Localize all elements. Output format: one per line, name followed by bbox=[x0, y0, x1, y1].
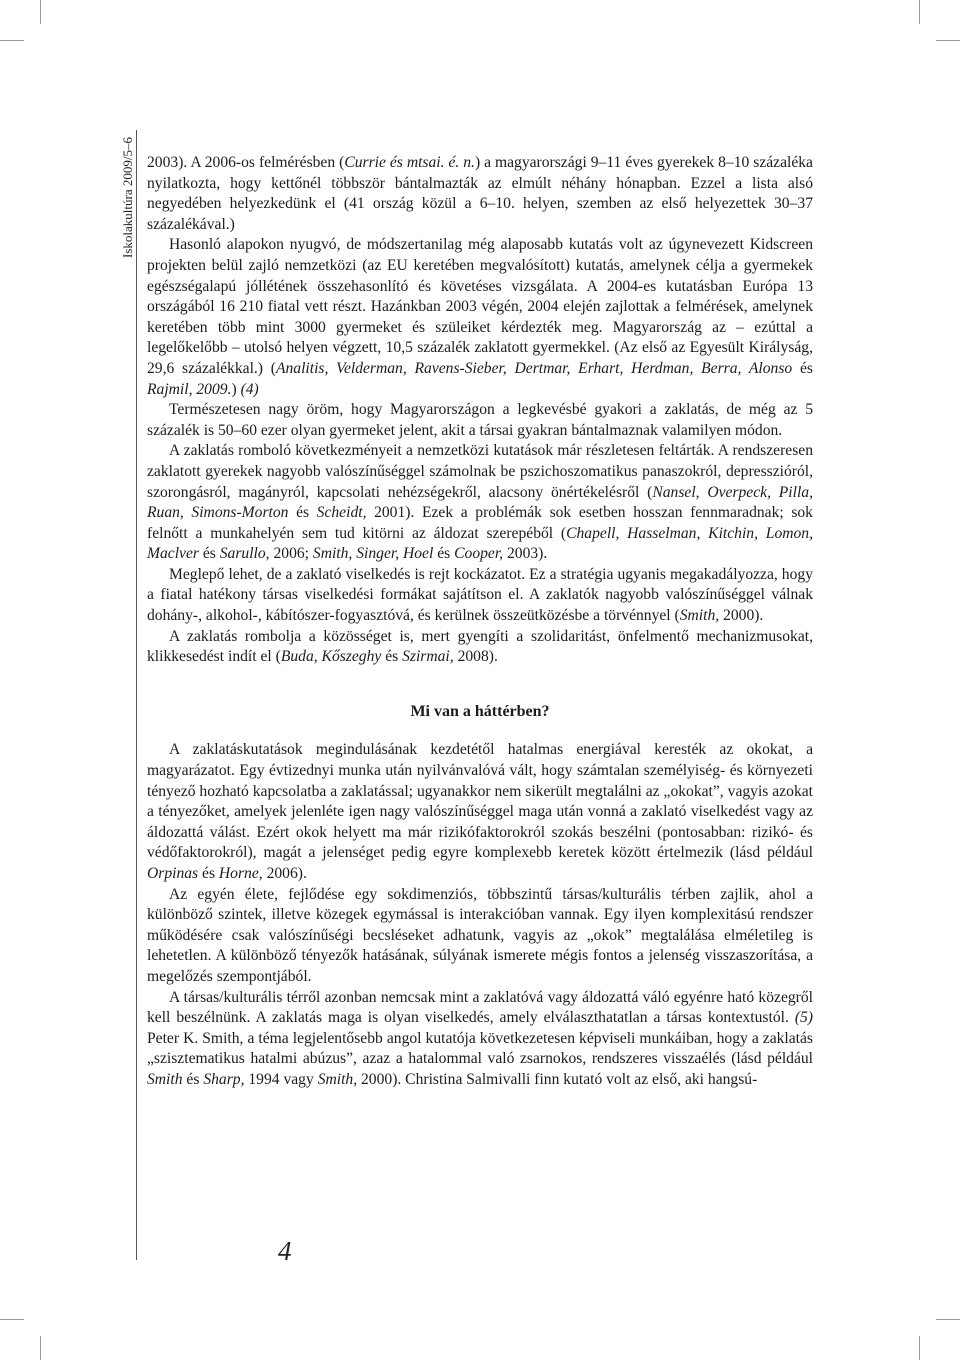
paragraph-text: 2008). bbox=[453, 648, 498, 666]
citation-text: Smith bbox=[147, 1070, 183, 1088]
paragraph bbox=[147, 740, 813, 884]
crop-mark bbox=[0, 1319, 24, 1320]
paragraph bbox=[147, 441, 813, 565]
paragraph-text: 2000). Christina Salmivalli finn kutató volt az első, aki hangsú- bbox=[357, 1070, 758, 1088]
paragraph-text: és bbox=[288, 504, 317, 522]
paragraph-text: A zaklatáskutatások megindulásának kezdetétől hatalmas energiával keresték az okokat, a magyarázatot. Egy évtizednyi munka után nyilvánvalóvá vált, hogy számtalan személyiség- és környezeti tényező hozható kapcsolatba a zaklatással; ugyanakkor nem sikerült megtalálni az „okokat”, vagyis azokat a tényezőket, amelyek jelenléte igen nagy valószínűséggel maga után vonná a zaklató viselkedést vagy az áldozattá válást. Ezért okok helyett ma már rizikófaktorokról szokás beszélni (pontosabban: rizikó- és védőfaktorokról), magát a jelenséget pedig egyre komplexebb keretek között értelmezik (lásd például bbox=[147, 741, 813, 862]
citation-text: Cooper, bbox=[454, 545, 504, 563]
crop-mark bbox=[919, 0, 920, 24]
paragraph bbox=[147, 400, 813, 441]
citation-text: Currie és mtsai. é. n. bbox=[344, 154, 475, 171]
paragraph-text: Peter K. Smith, a téma legjelentősebb angol kutatója következetesen képviseli munkáiban, hogy a zaklatás „szisztematikus hatalmi abúzus”, azaz a hatalommal való zsarnokos, rendszeres visszaélés (lásd például bbox=[147, 1029, 813, 1068]
margin-rule bbox=[136, 130, 137, 1260]
citation-text: Chapell, Hasselman, Kitchin, Lomon, Maclver bbox=[147, 524, 813, 563]
article-paragraphs-top bbox=[147, 153, 813, 668]
citation-text: Orpinas bbox=[147, 865, 199, 882]
citation-text: Analitis, Velderman, Ravens-Sieber, Dertmar, Erhart, Herdman, Berra, Alonso bbox=[275, 359, 793, 377]
paragraph-text: és bbox=[182, 1070, 204, 1088]
section-title: Mi van a háttérben? bbox=[410, 702, 550, 720]
paragraph-text: A társas/kulturális térről azonban nemcsak mint a zaklatóvá vagy áldozattá váló egyénre ható közegről kell beszélnünk. A zaklatás maga is olyan viselkedés, amely elválaszthatatlan a társas kontextustól. bbox=[147, 988, 813, 1027]
paragraph-text: 2001). Ezek a problémák sok esetben hosszan fennmaradnak; sok felnőtt a munkahelyén sem tud kitörni az áldozat szerepéből ( bbox=[147, 504, 813, 542]
crop-mark bbox=[40, 1336, 41, 1360]
paragraph-text: A zaklatás rombolja a közösséget is, mert gyengíti a szolidaritást, önfelmentő mechanizmusokat, klikkesedést indít el ( bbox=[147, 627, 813, 666]
running-head: Iskolakultúra 2009/5–6 bbox=[120, 137, 135, 258]
paragraph-text: 2006). bbox=[262, 865, 307, 882]
citation-text: Buda, Kőszeghy bbox=[280, 648, 382, 666]
paragraph-text: 2003). A 2006-os felmérésben ( bbox=[147, 154, 345, 171]
paragraph-text: 2006; bbox=[269, 545, 313, 563]
paragraph-text: és bbox=[381, 648, 403, 666]
article-paragraphs-bottom bbox=[147, 740, 813, 1090]
paragraph-text: Természetesen nagy öröm, hogy Magyarországon a legkevésbé gyakori a zaklatás, de még az 5 százalék is 50–60 ezer olyan gyermeket jelent, akit a társai gyakran bántalmaznak valamilyen módon. bbox=[147, 401, 813, 439]
citation-text: Scheidt, bbox=[316, 504, 367, 522]
crop-mark bbox=[40, 0, 41, 24]
crop-mark bbox=[0, 40, 24, 41]
citation-text: Nansel, Overpeck, Pilla, Ruan, Simons-Morton bbox=[147, 483, 813, 522]
paragraph-text: és bbox=[198, 865, 219, 882]
page-number: 4 bbox=[278, 1236, 292, 1266]
citation-text: (4) bbox=[240, 380, 259, 398]
citation-text: Smith, bbox=[317, 1070, 358, 1088]
paragraph-text: Az egyén élete, fejlődése egy sokdimenziós, többszintű társas/kulturális térben zajlik, ahol a különböző szintek, illetve közegek egymással is interakcióban vannak. Egy ilyen komplexitású rendszer működésére csak valószínűségi becsléseket adhatunk, vagyis az „okok” megtalálása elméletileg is lehetetlen. A különböző tényezők hatásának, súlyának ismerete mégis fontos a jelenség visszaszorítása, a megelőzés szempontjából. bbox=[147, 885, 813, 985]
citation-text: Szirmai, bbox=[402, 648, 454, 666]
citation-text: Rajmil, 2009. bbox=[147, 380, 232, 398]
citation-text: (5) bbox=[794, 1009, 813, 1027]
paragraph-text: és bbox=[198, 545, 220, 563]
citation-text: Smith, bbox=[679, 607, 720, 625]
paragraph bbox=[147, 153, 813, 235]
paragraph bbox=[147, 235, 813, 400]
paragraph-text: és bbox=[792, 359, 813, 377]
paragraph bbox=[147, 627, 813, 668]
paragraph-text: ) bbox=[231, 380, 241, 398]
paragraph-text: Meglepő lehet, de a zaklató viselkedés is rejt kockázatot. Ez a stratégia ugyanis megakadályozza, hogy a fiatal hatékony társas viselkedési formákat sajátítson el. A zaklatók nagyobb valószínűséggel válnak dohány-, alkohol-, kábítószer-fogyasztóvá, és kerülnek összeütközésbe a törvénnyel ( bbox=[147, 565, 813, 625]
article-body bbox=[147, 153, 813, 1091]
paragraph-text: 1994 vagy bbox=[244, 1070, 318, 1088]
citation-text: Smith, Singer, Hoel bbox=[312, 545, 434, 563]
citation-text: Horne, bbox=[218, 865, 263, 882]
crop-mark bbox=[936, 1319, 960, 1320]
paragraph-text: A zaklatás romboló következményeit a nemzetközi kutatások már részletesen feltárták. A rendszeresen zaklatott gyerekek nagyobb valószínűséggel számolnak be pszichoszomatikus panaszokról, depresszióról, szorongásról, magányról, kapcsolati nehézségekről, alacsony önértékelésről ( bbox=[147, 442, 813, 501]
paragraph bbox=[147, 565, 813, 627]
crop-mark bbox=[919, 1336, 920, 1360]
paragraph bbox=[147, 988, 813, 1091]
paragraph-text: és bbox=[433, 545, 455, 563]
citation-text: Sarullo, bbox=[219, 545, 270, 563]
paragraph-text: 2003). bbox=[503, 545, 548, 563]
crop-mark bbox=[936, 40, 960, 41]
citation-text: Sharp, bbox=[203, 1070, 245, 1088]
paragraph-text: ) a magyarországi 9–11 éves gyerekek 8–10 százaléka nyilatkozta, hogy kettőnél többször bántalmazták az elmúlt néhány hónapban. Ezzel a lista alsó negyedében helyezkedünk el (41 ország közül a 6–10. helyen, szemben az első helyezettek 30–37 százalékával.) bbox=[147, 154, 813, 233]
paragraph bbox=[147, 885, 813, 988]
paragraph-text: 2000). bbox=[719, 607, 764, 625]
paragraph-text: Hasonló alapokon nyugvó, de módszertanilag még alaposabb kutatás volt az úgynevezett Kidscreen projekten belül zajló nemzetközi (az EU keretében megvalósított) kutatás, amelynek célja a gyermekek egészségalapú jóllétének összehasonlító és követéses vizsgálata. A 2004-es kutatásban Európa 13 országából 16 210 fiatal vett részt. Hazánkban 2003 végén, 2004 elején zajlottak a felmérések, amelynek keretében több mint 3000 gyermeket és szüleiket kérdezték meg. Magyarország az – ezúttal a legelőkelőbb – utolsó helyen végzett, 10,5 százalék zaklatott gyermekkel. (Az első az Egyesült Királyság, 29,6 százalékkal.) ( bbox=[147, 236, 813, 377]
